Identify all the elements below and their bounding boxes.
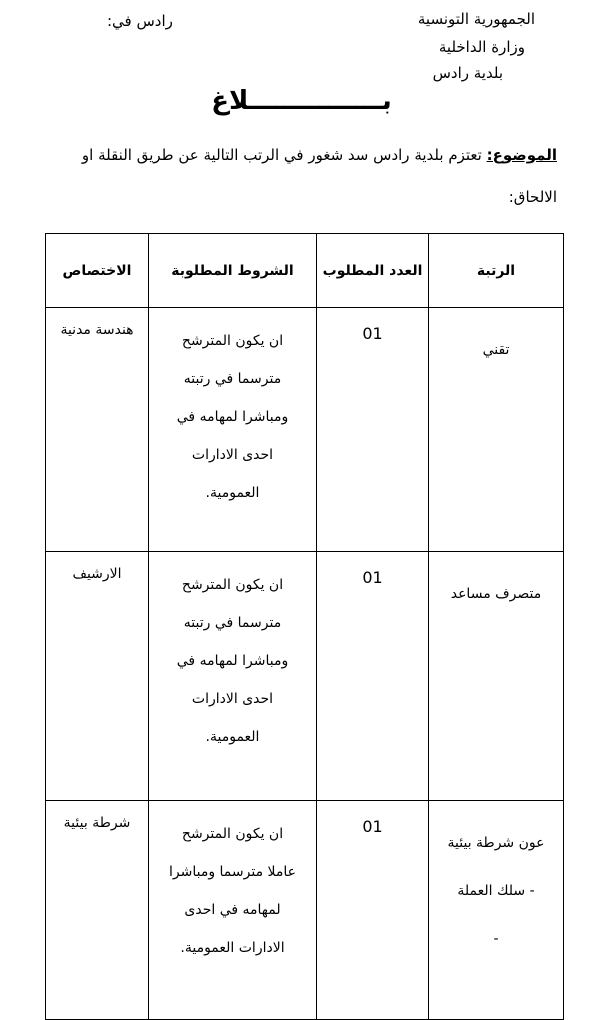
rank-line: تقني [482, 342, 510, 358]
cell-count: 01 [317, 801, 429, 1020]
table-header-row [46, 234, 564, 308]
condition-line: ان يكون المترشح [181, 826, 284, 842]
condition-line: ان يكون المترشح [181, 333, 284, 349]
cell-count: 01 [317, 308, 429, 552]
rank-line: متصرف مساعد [450, 586, 542, 602]
cell-rank [429, 308, 564, 552]
cell-specialty: هندسة مدنية [46, 308, 149, 552]
cell-rank [429, 801, 564, 1020]
header-republic: الجمهورية التونسية [417, 10, 535, 28]
cell-rank [429, 552, 564, 801]
subject-line-2: الالحاق: [508, 188, 557, 206]
cell-specialty: الارشيف [46, 552, 149, 801]
condition-line: مترسما في رتبته [183, 371, 282, 387]
header-specialty: الاختصاص [46, 234, 149, 308]
subject-text: تعتزم بلدية رادس سد شغور في الرتب التالية عن طريق النقلة او [81, 146, 482, 164]
cell-count: 01 [317, 552, 429, 801]
rank-line: عون شرطة بيئية [447, 835, 545, 851]
condition-line: مترسما في رتبته [183, 615, 282, 631]
cell-conditions [149, 801, 317, 1020]
condition-line: الادارات العمومية. [180, 940, 285, 956]
subject-line-1 [42, 136, 557, 174]
condition-line: احدى الادارات [191, 691, 274, 707]
subject-label: الموضوع: [486, 146, 557, 164]
cell-specialty: شرطة بيئية [46, 801, 149, 1020]
page-title: بـــــــــــــــلاغ [211, 86, 392, 116]
rank-line: - سلك العملة [457, 883, 535, 899]
condition-line: عاملا مترسما ومباشرا [168, 864, 296, 880]
rank-line: - [493, 931, 499, 947]
cell-conditions [149, 308, 317, 552]
header-conditions: الشروط المطلوبة [149, 234, 317, 308]
header-rank: الرتبة [429, 234, 564, 308]
table-row [46, 552, 564, 801]
header-municipality: بلدية رادس [432, 64, 503, 82]
cell-conditions [149, 552, 317, 801]
condition-line: ومباشرا لمهامه في [176, 409, 289, 425]
header-count: العدد المطلوب [317, 234, 429, 308]
condition-line: ومباشرا لمهامه في [176, 653, 289, 669]
condition-line: لمهامه في احدى [184, 902, 281, 918]
condition-line: العمومية. [205, 485, 260, 501]
header-ministry: وزارة الداخلية [438, 38, 525, 56]
table-row [46, 801, 564, 1020]
table-row [46, 308, 564, 552]
header-date-place: رادس في: [107, 12, 173, 30]
condition-line: العمومية. [205, 729, 260, 745]
condition-line: ان يكون المترشح [181, 577, 284, 593]
positions-table [45, 233, 564, 1020]
condition-line: احدى الادارات [191, 447, 274, 463]
